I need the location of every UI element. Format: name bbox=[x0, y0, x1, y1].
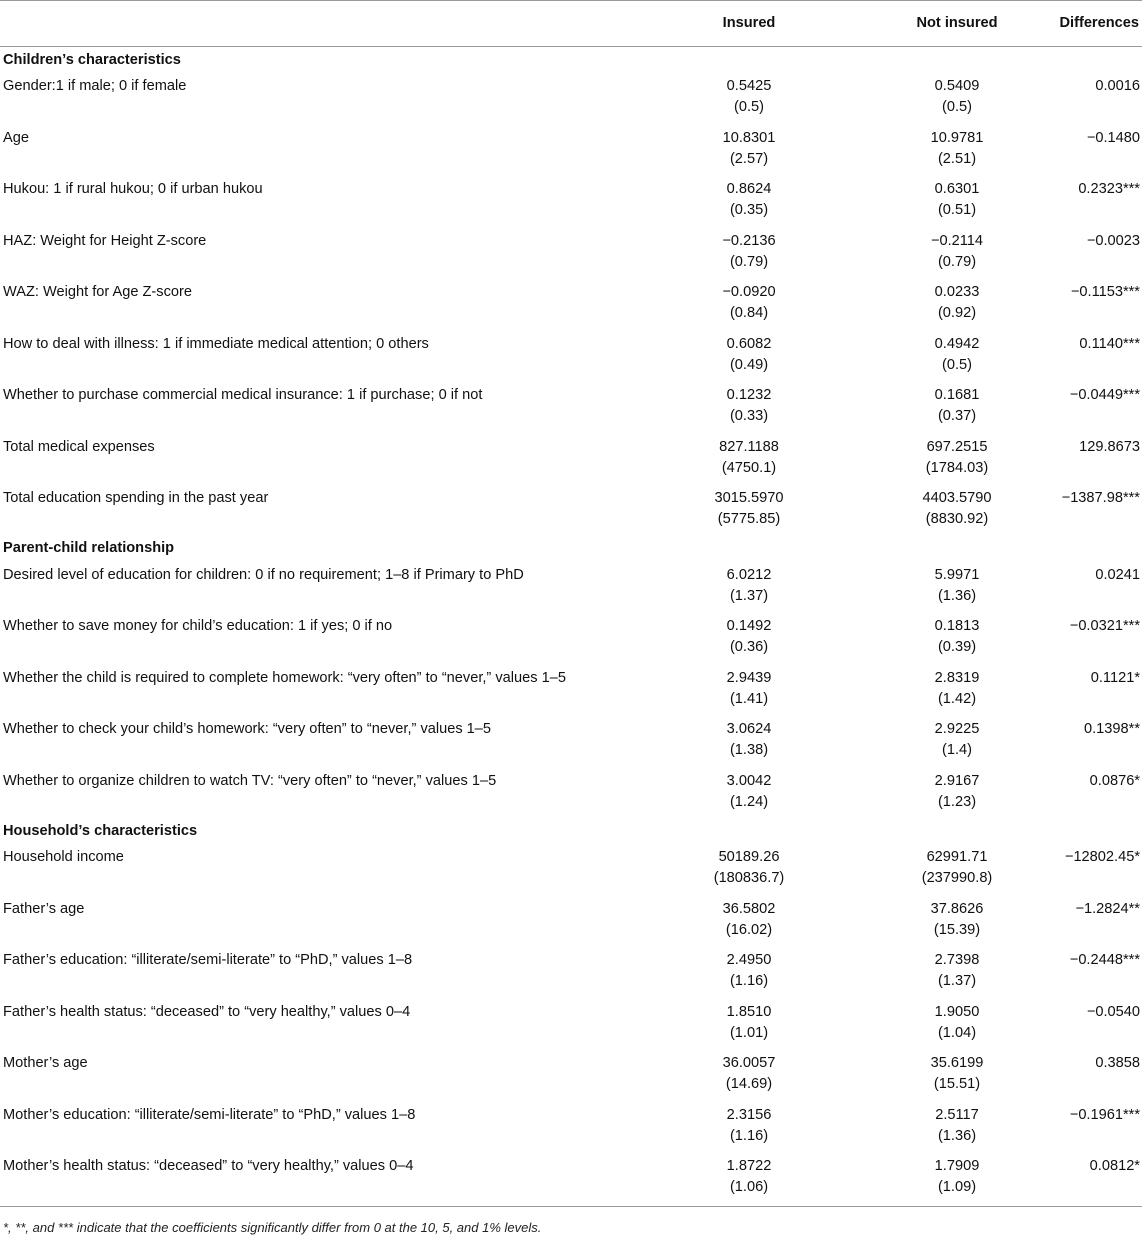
variable-label: Whether to save money for child’s education: 1 if yes; 0 if no bbox=[3, 618, 393, 634]
difference-value: 0.1121* bbox=[1090, 669, 1140, 686]
not-insured-sd: (1.09) bbox=[937, 1179, 977, 1195]
difference-value: −0.0540 bbox=[1086, 1003, 1140, 1020]
insured-mean: 0.1492 bbox=[726, 618, 772, 634]
variable-label: Whether the child is required to complete homework: “very often” to “never,” values 1–5 bbox=[3, 669, 566, 686]
section-title: Household’s characteristics bbox=[3, 822, 198, 839]
insured-cell bbox=[640, 278, 858, 330]
not-insured-mean: 1.9050 bbox=[934, 1003, 980, 1020]
section-header-row bbox=[0, 818, 1142, 843]
insured-sd: (1.01) bbox=[729, 1024, 769, 1041]
variable-label: Father’s education: “illiterate/semi-literate” to “PhD,” values 1–8 bbox=[3, 952, 413, 968]
insured-mean: 3.0042 bbox=[726, 772, 772, 789]
variable-label: Gender:1 if male; 0 if female bbox=[3, 78, 187, 94]
not-insured-sd: (15.51) bbox=[933, 1076, 981, 1092]
variable-label: Age bbox=[3, 129, 29, 146]
insured-sd: (0.36) bbox=[729, 639, 769, 655]
not-insured-sd: (237990.8) bbox=[921, 870, 993, 886]
insured-mean: 10.8301 bbox=[722, 129, 776, 146]
table-row bbox=[0, 227, 1142, 279]
insured-sd: (0.33) bbox=[729, 408, 769, 424]
difference-value: −0.1961*** bbox=[1069, 1106, 1140, 1123]
section-title: Children’s characteristics bbox=[3, 51, 181, 68]
insured-cell bbox=[640, 175, 858, 227]
not-insured-mean: 1.7909 bbox=[934, 1158, 980, 1174]
difference-value: −0.0449*** bbox=[1069, 387, 1140, 403]
table-row bbox=[0, 1152, 1142, 1207]
insured-cell bbox=[640, 433, 858, 485]
insured-cell bbox=[640, 1152, 858, 1207]
insured-mean: 2.9439 bbox=[726, 669, 772, 686]
insured-mean: 36.0057 bbox=[722, 1055, 776, 1071]
insured-sd: (1.16) bbox=[729, 973, 769, 989]
not-insured-sd: (1.36) bbox=[937, 587, 977, 604]
difference-value: −0.0023 bbox=[1086, 232, 1140, 249]
variable-label: Mother’s health status: “deceased” to “very healthy,” values 0–4 bbox=[0, 1152, 640, 1207]
insured-mean: 2.4950 bbox=[726, 952, 772, 968]
variable-label: WAZ: Weight for Age Z-score bbox=[3, 284, 192, 300]
header-not-insured: Not insured bbox=[858, 1, 1056, 47]
insured-sd: (0.79) bbox=[729, 253, 769, 270]
not-insured-sd: (1.42) bbox=[937, 690, 977, 707]
insured-mean: 3.0624 bbox=[726, 721, 772, 737]
insured-cell bbox=[640, 767, 858, 819]
table-body bbox=[0, 47, 1142, 1207]
insured-sd: (0.49) bbox=[729, 356, 769, 373]
insured-mean: 2.3156 bbox=[726, 1106, 772, 1123]
table-row bbox=[0, 484, 1142, 536]
not-insured-mean: 62991.71 bbox=[926, 849, 988, 865]
insured-cell bbox=[640, 227, 858, 279]
not-insured-cell bbox=[858, 1152, 1056, 1207]
not-insured-mean: 0.5409 bbox=[934, 78, 980, 94]
insured-cell bbox=[640, 124, 858, 176]
insured-sd: (14.69) bbox=[725, 1076, 773, 1092]
not-insured-mean: 0.1813 bbox=[934, 618, 980, 634]
not-insured-mean: 0.0233 bbox=[934, 284, 980, 300]
difference-value: −0.0321*** bbox=[1069, 618, 1140, 634]
not-insured-cell bbox=[858, 843, 1056, 895]
not-insured-sd: (1.04) bbox=[937, 1024, 977, 1041]
not-insured-sd: (0.92) bbox=[937, 305, 977, 321]
difference-value: 0.0016 bbox=[1095, 78, 1140, 94]
not-insured-sd: (1.36) bbox=[937, 1127, 977, 1144]
table-footnote: *, **, and *** indicate that the coefficients significantly differ from 0 at the 10, 5, and 1% levels. bbox=[3, 1220, 542, 1235]
table-row bbox=[0, 843, 1142, 895]
not-insured-mean: 4403.5790 bbox=[922, 490, 992, 506]
not-insured-cell bbox=[858, 72, 1056, 124]
not-insured-sd: (0.5) bbox=[941, 356, 972, 373]
insured-cell bbox=[640, 1049, 858, 1101]
not-insured-mean: 2.9225 bbox=[934, 721, 980, 737]
variable-label: Desired level of education for children: 0 if no requirement; 1–8 if Primary to PhD bbox=[3, 566, 524, 583]
not-insured-cell bbox=[858, 124, 1056, 176]
insured-sd: (1.16) bbox=[729, 1127, 769, 1144]
insured-cell bbox=[640, 72, 858, 124]
insured-mean: 827.1188 bbox=[719, 438, 779, 455]
insured-sd: (1.37) bbox=[729, 587, 769, 604]
insured-mean: 0.5425 bbox=[726, 78, 772, 94]
table-row bbox=[0, 1101, 1142, 1153]
variable-label: Mother’s age bbox=[3, 1055, 88, 1071]
not-insured-cell bbox=[858, 433, 1056, 485]
not-insured-mean: 10.9781 bbox=[930, 129, 984, 146]
insured-cell bbox=[640, 895, 858, 947]
not-insured-mean: 697.2515 bbox=[926, 438, 988, 455]
insured-sd: (1.41) bbox=[729, 690, 769, 707]
table-row bbox=[0, 433, 1142, 485]
insured-cell bbox=[640, 998, 858, 1050]
not-insured-cell bbox=[858, 664, 1056, 716]
header-differences: Differences bbox=[1056, 1, 1142, 47]
not-insured-mean: 2.9167 bbox=[934, 772, 980, 789]
not-insured-cell bbox=[858, 1049, 1056, 1101]
table-row bbox=[0, 124, 1142, 176]
insured-mean: −0.2136 bbox=[722, 232, 776, 249]
not-insured-cell bbox=[858, 946, 1056, 998]
variable-label: How to deal with illness: 1 if immediate medical attention; 0 others bbox=[3, 335, 429, 352]
table-row bbox=[0, 612, 1142, 664]
not-insured-cell bbox=[858, 612, 1056, 664]
table-row bbox=[0, 767, 1142, 819]
table-row bbox=[0, 561, 1142, 613]
insured-cell bbox=[640, 612, 858, 664]
insured-cell bbox=[640, 381, 858, 433]
not-insured-sd: (0.37) bbox=[937, 408, 977, 424]
insured-cell bbox=[640, 561, 858, 613]
variable-label: Household income bbox=[3, 849, 124, 865]
not-insured-sd: (0.79) bbox=[937, 253, 977, 270]
not-insured-cell bbox=[858, 484, 1056, 536]
insured-mean: 0.8624 bbox=[726, 181, 772, 197]
table-row bbox=[0, 278, 1142, 330]
not-insured-sd: (1.37) bbox=[937, 973, 977, 989]
variable-label: Hukou: 1 if rural hukou; 0 if urban hukou bbox=[3, 181, 263, 197]
insured-sd: (2.57) bbox=[729, 150, 769, 167]
insured-mean: 0.1232 bbox=[726, 387, 772, 403]
insured-mean: 1.8510 bbox=[726, 1003, 772, 1020]
difference-value: 0.2323*** bbox=[1078, 181, 1140, 197]
not-insured-mean: 2.5117 bbox=[935, 1106, 979, 1123]
not-insured-mean: 2.7398 bbox=[934, 952, 980, 968]
not-insured-sd: (15.39) bbox=[933, 921, 981, 938]
variable-label: Whether to organize children to watch TV: “very often” to “never,” values 1–5 bbox=[3, 772, 497, 789]
insured-mean: 3015.5970 bbox=[714, 490, 784, 506]
insured-mean: 36.5802 bbox=[722, 900, 776, 917]
variable-label: HAZ: Weight for Height Z-score bbox=[3, 232, 207, 249]
variable-label: Father’s age bbox=[3, 900, 85, 917]
insured-mean: 50189.26 bbox=[718, 849, 780, 865]
difference-value: −0.2448*** bbox=[1069, 952, 1140, 968]
insured-sd: (5775.85) bbox=[717, 511, 781, 527]
not-insured-cell bbox=[858, 767, 1056, 819]
difference-value: 129.8673 bbox=[1079, 438, 1140, 455]
not-insured-sd: (8830.92) bbox=[925, 511, 989, 527]
difference-value: −12802.45* bbox=[1064, 849, 1140, 865]
not-insured-sd: (1.23) bbox=[937, 793, 977, 810]
insured-cell bbox=[640, 1101, 858, 1153]
not-insured-sd: (1.4) bbox=[941, 742, 972, 758]
insured-sd: (180836.7) bbox=[713, 870, 785, 886]
insured-sd: (1.38) bbox=[729, 742, 769, 758]
difference-value: 0.1140*** bbox=[1079, 335, 1140, 352]
difference-value: 0.0876* bbox=[1089, 772, 1140, 789]
table-row bbox=[0, 381, 1142, 433]
not-insured-cell bbox=[858, 330, 1056, 382]
table-row bbox=[0, 175, 1142, 227]
not-insured-mean: 2.8319 bbox=[934, 669, 980, 686]
difference-value: 0.3858 bbox=[1095, 1055, 1140, 1071]
not-insured-cell bbox=[858, 175, 1056, 227]
section-title: Parent-child relationship bbox=[3, 540, 175, 556]
not-insured-sd: (2.51) bbox=[937, 150, 977, 167]
not-insured-cell bbox=[858, 715, 1056, 767]
insured-mean: 6.0212 bbox=[726, 566, 772, 583]
insured-mean: 1.8722 bbox=[726, 1158, 772, 1174]
not-insured-cell bbox=[858, 895, 1056, 947]
variable-label: Total education spending in the past year bbox=[3, 490, 269, 506]
not-insured-cell bbox=[858, 561, 1056, 613]
header-insured: Insured bbox=[640, 1, 858, 47]
insured-mean: 0.6082 bbox=[726, 335, 772, 352]
table-row bbox=[0, 998, 1142, 1050]
difference-value: 0.0812* bbox=[1056, 1152, 1142, 1207]
insured-cell bbox=[640, 843, 858, 895]
variable-label: Whether to check your child’s homework: “very often” to “never,” values 1–5 bbox=[3, 721, 492, 737]
not-insured-cell bbox=[858, 278, 1056, 330]
difference-value: 0.0241 bbox=[1095, 566, 1140, 583]
table-row bbox=[0, 330, 1142, 382]
insured-sd: (0.35) bbox=[729, 202, 769, 218]
insured-cell bbox=[640, 484, 858, 536]
variable-label: Total medical expenses bbox=[3, 438, 155, 455]
not-insured-mean: 0.4942 bbox=[934, 335, 980, 352]
insured-sd: (1.24) bbox=[729, 793, 769, 810]
not-insured-mean: 37.8626 bbox=[930, 900, 984, 917]
variable-label: Father’s health status: “deceased” to “very healthy,” values 0–4 bbox=[3, 1003, 411, 1020]
variable-label: Whether to purchase commercial medical insurance: 1 if purchase; 0 if not bbox=[3, 387, 483, 403]
difference-value: −0.1480 bbox=[1086, 129, 1140, 146]
insured-sd: (4750.1) bbox=[721, 459, 777, 476]
section-header-row bbox=[0, 47, 1142, 73]
insured-mean: −0.0920 bbox=[722, 284, 776, 300]
not-insured-cell bbox=[858, 998, 1056, 1050]
not-insured-cell bbox=[858, 227, 1056, 279]
not-insured-sd: (1784.03) bbox=[925, 459, 989, 476]
header-variable bbox=[0, 1, 640, 47]
insured-cell bbox=[640, 330, 858, 382]
insured-sd: (16.02) bbox=[725, 921, 773, 938]
section-header-row bbox=[0, 536, 1142, 561]
not-insured-mean: −0.2114 bbox=[930, 232, 984, 249]
table-row bbox=[0, 664, 1142, 716]
table-row bbox=[0, 895, 1142, 947]
not-insured-mean: 5.9971 bbox=[934, 566, 980, 583]
table-row bbox=[0, 72, 1142, 124]
table-header-row bbox=[0, 1, 1142, 47]
insured-sd: (0.5) bbox=[733, 99, 764, 115]
insured-cell bbox=[640, 664, 858, 716]
table-row bbox=[0, 715, 1142, 767]
difference-value: −0.1153*** bbox=[1070, 284, 1140, 300]
difference-value: −1387.98*** bbox=[1061, 490, 1140, 506]
not-insured-sd: (0.39) bbox=[937, 639, 977, 655]
variable-label: Mother’s education: “illiterate/semi-literate” to “PhD,” values 1–8 bbox=[3, 1106, 416, 1123]
table-row bbox=[0, 1049, 1142, 1101]
not-insured-mean: 0.6301 bbox=[934, 181, 980, 197]
insured-sd: (0.84) bbox=[729, 305, 769, 321]
insured-cell bbox=[640, 715, 858, 767]
not-insured-sd: (0.5) bbox=[941, 99, 972, 115]
not-insured-sd: (0.51) bbox=[937, 202, 977, 218]
insured-cell bbox=[640, 946, 858, 998]
insured-sd: (1.06) bbox=[729, 1179, 769, 1195]
table-row bbox=[0, 946, 1142, 998]
not-insured-cell bbox=[858, 381, 1056, 433]
not-insured-mean: 35.6199 bbox=[930, 1055, 984, 1071]
not-insured-cell bbox=[858, 1101, 1056, 1153]
difference-value: −1.2824** bbox=[1075, 900, 1140, 917]
difference-value: 0.1398** bbox=[1084, 721, 1140, 737]
not-insured-mean: 0.1681 bbox=[934, 387, 980, 403]
